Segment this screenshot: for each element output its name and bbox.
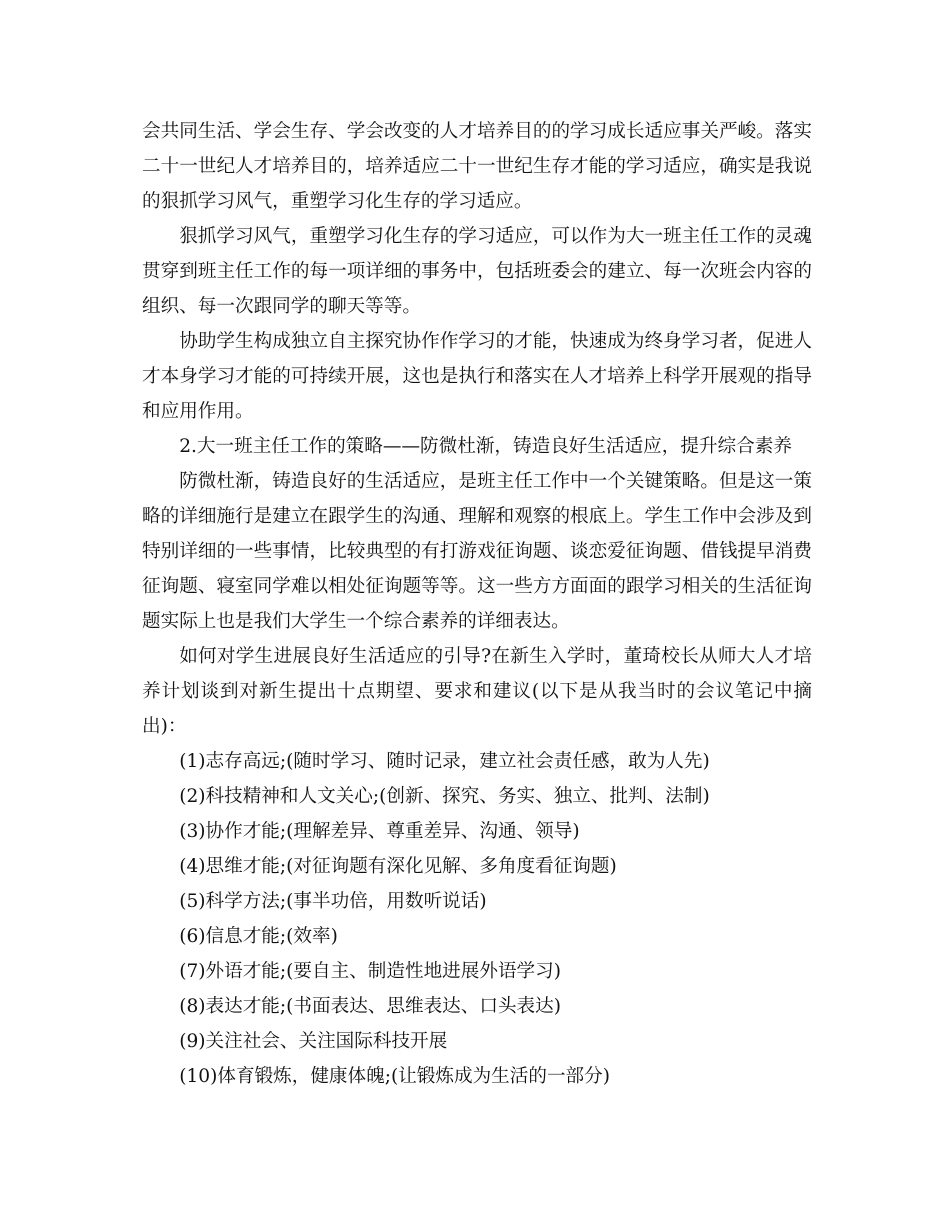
paragraph-5: 如何对学生进展良好生活适应的引导?在新生入学时，董琦校长从师大人才培养计划谈到对新生提出十点期望、要求和建议(以下是从我当时的会议笔记中摘出)：: [142, 646, 812, 737]
list-item: (1)志存高远;(随时学习、随时记录，建立社会责任感，敢为人先): [179, 751, 710, 772]
list-item: (10)体育锻炼，健康体魄;(让锻炼成为生活的一部分): [179, 1066, 611, 1087]
list-item: (7)外语才能;(要自主、制造性地进展外语学习): [179, 961, 561, 982]
document-body: [142, 114, 812, 1094]
section-heading-2: 2.大一班主任工作的策略——防微杜渐，铸造良好生活适应，提升综合素养: [179, 436, 792, 457]
paragraph-1: 会共同生活、学会生存、学会改变的人才培养目的的学习成长适应事关严峻。落实二十一世纪人才培养目的，培养适应二十一世纪生存才能的学习适应，确实是我说的狠抓学习风气，重塑学习化生存的学习适应。: [142, 121, 812, 212]
list-item: (3)协作才能;(理解差异、尊重差异、沟通、领导): [179, 821, 580, 842]
expectations-list: [142, 744, 812, 1094]
list-item: (9)关注社会、关注国际科技开展: [179, 1031, 448, 1052]
paragraph-4: 防微杜渐，铸造良好的生活适应，是班主任工作中一个关键策略。但是这一策略的详细施行是建立在跟学生的沟通、理解和观察的根底上。学生工作中会涉及到特别详细的一些事情，比较典型的有打游戏征询题、谈恋爱征询题、借钱提早消费征询题、寝室同学难以相处征询题等等。这一些方方面面的跟学习相关的生活征询题实际上也是我们大学生一个综合素养的详细表达。: [142, 471, 812, 632]
list-item: (8)表达才能;(书面表达、思维表达、口头表达): [179, 996, 561, 1017]
list-item: (5)科学方法;(事半功倍，用数听说话): [179, 891, 487, 912]
list-item: (6)信息才能;(效率): [179, 926, 338, 947]
list-item: (4)思维才能;(对征询题有深化见解、多角度看征询题): [179, 856, 617, 877]
paragraph-2: 狠抓学习风气，重塑学习化生存的学习适应，可以作为大一班主任工作的灵魂贯穿到班主任工作的每一项详细的事务中，包括班委会的建立、每一次班会内容的组织、每一次跟同学的聊天等等。: [142, 226, 812, 317]
paragraph-3: 协助学生构成独立自主探究协作作学习的才能，快速成为终身学习者，促进人才本身学习才能的可持续开展，这也是执行和落实在人才培养上科学开展观的指导和应用作用。: [142, 331, 812, 422]
list-item: (2)科技精神和人文关心;(创新、探究、务实、独立、批判、法制): [179, 786, 710, 807]
